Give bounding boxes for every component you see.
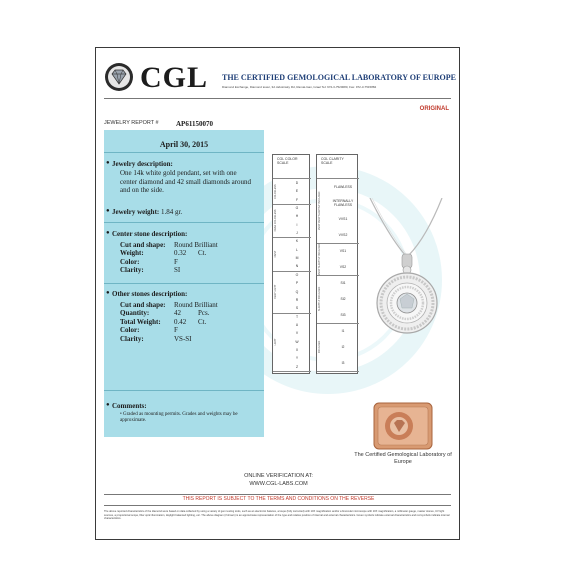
bullet-icon: ● bbox=[106, 402, 110, 408]
report-label: JEWELRY REPORT # bbox=[104, 120, 159, 126]
other-row: Total Weight: 0.42 Ct. bbox=[120, 317, 207, 326]
color-grade: K bbox=[295, 239, 299, 244]
color-group-label: VERY LIGHT bbox=[274, 284, 277, 299]
cgl-diamond-logo-icon bbox=[104, 62, 134, 92]
lab-title: THE CERTIFIED GEMOLOGICAL LABORATORY OF EUROPE bbox=[222, 73, 456, 82]
jewelry-description-section bbox=[106, 160, 173, 168]
center-row: Weight: 0.32 Ct. bbox=[120, 249, 207, 258]
color-group-label: COLORLESS bbox=[274, 184, 277, 199]
other-stones-title: Other stones description: bbox=[112, 290, 188, 298]
color-grade: S bbox=[295, 306, 299, 311]
color-grade: E bbox=[295, 189, 299, 194]
clarity-group-label: INCLUDED bbox=[318, 340, 321, 354]
clarity-scale bbox=[316, 154, 358, 374]
bullet-icon: ● bbox=[106, 230, 110, 236]
clarity-grade: I2 bbox=[341, 345, 345, 349]
color-grade: J bbox=[296, 231, 298, 236]
color-grade: Z bbox=[295, 364, 299, 369]
pendant-photo bbox=[362, 198, 450, 358]
color-group-label: FAINT bbox=[274, 250, 277, 258]
color-grade: Q bbox=[295, 289, 299, 294]
color-group-label: NEAR COLORLESS bbox=[274, 209, 277, 232]
jewelry-description-title: Jewelry description: bbox=[112, 160, 173, 168]
center-stone-details bbox=[112, 241, 262, 275]
color-grade: N bbox=[295, 264, 299, 269]
stamp-caption: The Certified Gemological Laboratory of Europe bbox=[354, 452, 452, 465]
color-group-divider bbox=[273, 371, 311, 372]
color-grade: Y bbox=[295, 356, 299, 361]
color-scale-title: CGL COLOR SCALE bbox=[277, 157, 298, 166]
clarity-grade: SI3 bbox=[340, 313, 346, 317]
color-group-label: LIGHT bbox=[274, 338, 277, 346]
center-row: Cut and shape: Round Brilliant bbox=[120, 241, 218, 249]
clarity-group-label: VERY SLIGHTLY INCLUDED bbox=[318, 243, 321, 275]
other-row: Clarity: VS-SI bbox=[120, 334, 192, 343]
bullet-icon: ● bbox=[106, 290, 110, 296]
jewelry-weight-value: 1.84 gr. bbox=[160, 208, 183, 216]
clarity-grade: VVS2 bbox=[338, 233, 348, 237]
panel-divider bbox=[104, 283, 264, 284]
color-grade: G bbox=[295, 206, 299, 211]
header-divider bbox=[104, 98, 451, 99]
clarity-grade: VVS1 bbox=[338, 217, 348, 221]
bullet-icon: ● bbox=[106, 160, 110, 166]
comments-section bbox=[106, 402, 147, 410]
panel-divider bbox=[104, 152, 264, 153]
other-stones-details bbox=[112, 301, 262, 343]
clarity-grade: SI2 bbox=[340, 297, 346, 301]
jewelry-weight-row bbox=[106, 208, 183, 216]
color-grade: U bbox=[295, 322, 299, 327]
lab-stamp-seal bbox=[373, 402, 433, 450]
clarity-grade: VS1 bbox=[339, 249, 347, 253]
center-row: Clarity: SI bbox=[120, 266, 181, 275]
other-row: Quantity: 42 Pcs. bbox=[120, 309, 210, 318]
color-grade: X bbox=[295, 347, 299, 352]
clarity-grade: I3 bbox=[341, 361, 345, 365]
footer-divider bbox=[104, 505, 451, 506]
comments-text: • Graded as mounting permits. Grades and weights may be approximate. bbox=[120, 412, 238, 423]
clarity-grade: VS2 bbox=[339, 265, 347, 269]
color-scale bbox=[272, 154, 310, 374]
clarity-grade: I1 bbox=[341, 329, 345, 333]
color-grade: M bbox=[295, 256, 299, 261]
color-grade: V bbox=[295, 331, 299, 336]
online-verification-url[interactable]: WWW.CGL-LABS.COM bbox=[249, 481, 308, 487]
report-date: April 30, 2015 bbox=[159, 140, 209, 149]
color-grade: W bbox=[295, 339, 299, 344]
clarity-grade: SI1 bbox=[340, 281, 346, 285]
color-grade: R bbox=[295, 297, 299, 302]
panel-divider bbox=[104, 390, 264, 391]
lab-address: Diamond Exchange, Diamond tower, 3A Jabotinsky Rd, Ramat-Gan, Israel Tel: 972-3-7520080, Fax: 972-3-7515884 bbox=[222, 85, 377, 89]
color-grade: F bbox=[295, 197, 299, 202]
other-row: Cut and shape: Round Brilliant bbox=[120, 301, 218, 309]
jewelry-weight-label: Jewelry weight: bbox=[112, 208, 160, 216]
other-row: Color: F bbox=[120, 326, 178, 335]
center-stone-section bbox=[106, 230, 188, 238]
report-details-panel bbox=[104, 130, 264, 437]
logo-wordmark: CGL bbox=[140, 61, 209, 94]
clarity-group-label: SLIGHTLY INCLUDED bbox=[318, 286, 321, 312]
center-row: Color: F bbox=[120, 257, 178, 266]
jewelry-description-text: One 14k white gold pendant, set with one center diamond and 42 small diamonds around and on the side. bbox=[120, 169, 252, 194]
other-stones-section bbox=[106, 290, 188, 298]
clarity-group-label: VERY VERY SLIGHTLY INCLUDED bbox=[318, 191, 321, 231]
color-grade: D bbox=[295, 181, 299, 185]
color-grade: P bbox=[295, 281, 299, 286]
footer-divider bbox=[104, 494, 451, 495]
color-grade: I bbox=[296, 222, 298, 227]
panel-divider bbox=[104, 222, 264, 223]
report-number: AP61150070 bbox=[176, 120, 213, 128]
clarity-grade: INTERNALLY FLAWLESS bbox=[332, 199, 354, 207]
clarity-group-divider bbox=[317, 371, 359, 372]
color-grade: L bbox=[296, 247, 298, 252]
certificate-sheet bbox=[95, 47, 460, 540]
fine-print: The above reported characteristics of the diamond were based on data collected by using a variety of gem testing tools, such as an electronic balance, a loupe (fully corrected) with 10X magnification and/or a binocular microscope with 10X magnification, a millimeter gauge, master stones, UV light sources, a proportional scope, fiber optic illumination, daylight balanced lighting, etc. The above diagram (if shown) is an approximate representation of the type and relative position of internal and external characteristics. Green symbols indicate external characteristics and red symbols indicate internal characteristics. bbox=[104, 510, 450, 521]
bullet-icon: ● bbox=[106, 208, 110, 214]
color-grade: H bbox=[295, 214, 299, 219]
color-grade: O bbox=[295, 272, 299, 277]
clarity-scale-title: CGL CLARITY SCALE bbox=[321, 157, 344, 166]
center-stone-title: Center stone description: bbox=[112, 230, 188, 238]
terms-notice: THIS REPORT IS SUBJECT TO THE TERMS AND CONDITIONS ON THE REVERSE bbox=[182, 496, 375, 502]
comments-title: Comments: bbox=[112, 402, 147, 410]
color-grade: T bbox=[295, 314, 299, 319]
original-label: ORIGINAL bbox=[419, 106, 449, 112]
online-verification-label: ONLINE VERIFICATION AT: bbox=[244, 473, 313, 479]
clarity-grade: FLAWLESS bbox=[334, 185, 352, 189]
